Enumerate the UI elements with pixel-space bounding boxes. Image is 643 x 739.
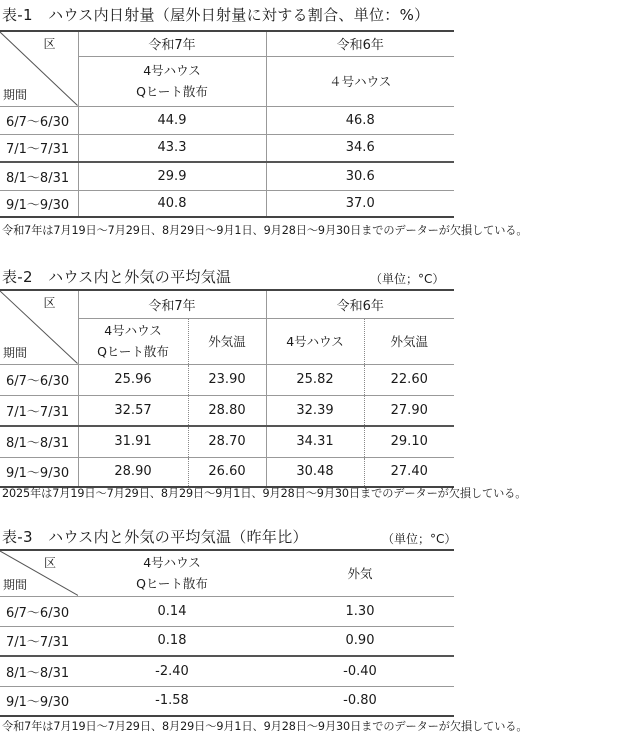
value-cell: 1.30 bbox=[266, 596, 454, 626]
subheader-outside: 外気 bbox=[266, 550, 454, 596]
period-cell: 8/1～8/31 bbox=[0, 656, 78, 686]
value-cell: 34.6 bbox=[266, 134, 454, 162]
subheader-outside-temp: 外気温 bbox=[364, 318, 454, 364]
value-cell: -0.80 bbox=[266, 686, 454, 716]
table3-unit: （単位；°C） bbox=[382, 532, 457, 546]
period-cell: 7/1～7/31 bbox=[0, 395, 78, 426]
period-cell: 6/7～6/30 bbox=[0, 596, 78, 626]
value-cell: -2.40 bbox=[78, 656, 266, 686]
period-cell: 6/7～6/30 bbox=[0, 106, 78, 134]
value-cell: 25.82 bbox=[266, 364, 364, 395]
value-cell: 25.96 bbox=[78, 364, 188, 395]
value-cell: 23.90 bbox=[188, 364, 266, 395]
table-row bbox=[0, 134, 454, 162]
table-row bbox=[0, 626, 454, 656]
subheader-house4-qheat bbox=[78, 550, 266, 596]
table2-note: 2025年は7月19日～7月29日、8月29日～9月1日、9月28日～9月30日までのデーターが欠損している。 bbox=[2, 487, 527, 500]
value-cell: 0.90 bbox=[266, 626, 454, 656]
table-row bbox=[0, 457, 454, 487]
value-cell: 32.39 bbox=[266, 395, 364, 426]
value-cell: 29.9 bbox=[78, 162, 266, 190]
corner-kikan-label: 期間 bbox=[3, 577, 28, 592]
value-cell: 28.70 bbox=[188, 426, 266, 457]
value-cell: 40.8 bbox=[78, 190, 266, 217]
value-cell: 37.0 bbox=[266, 190, 454, 217]
subheader-line: 4号ハウス bbox=[143, 555, 201, 571]
value-cell: 31.91 bbox=[78, 426, 188, 457]
value-cell: 27.90 bbox=[364, 395, 454, 426]
table-row bbox=[0, 395, 454, 426]
value-cell: 26.60 bbox=[188, 457, 266, 487]
table-row bbox=[0, 364, 454, 395]
group-header-r6: 令和6年 bbox=[266, 290, 454, 318]
value-cell: 28.80 bbox=[188, 395, 266, 426]
table-row bbox=[0, 426, 454, 457]
period-cell: 9/1～9/30 bbox=[0, 457, 78, 487]
value-cell: -0.40 bbox=[266, 656, 454, 686]
table-row bbox=[0, 596, 454, 626]
table2 bbox=[0, 289, 454, 488]
period-cell: 7/1～7/31 bbox=[0, 626, 78, 656]
table3-title: 表-3 ハウス内と外気の平均気温（昨年比） bbox=[2, 528, 308, 546]
value-cell: 29.10 bbox=[364, 426, 454, 457]
group-header-r7: 令和7年 bbox=[78, 290, 266, 318]
value-cell: 30.6 bbox=[266, 162, 454, 190]
subheader-house4-qheat bbox=[78, 318, 188, 364]
table3-note: 令和7年は7月19日～7月29日、8月29日～9月1日、9月28日～9月30日までのデーターが欠損している。 bbox=[2, 720, 528, 733]
value-cell: 30.48 bbox=[266, 457, 364, 487]
table2-title: 表-2 ハウス内と外気の平均気温 bbox=[2, 268, 232, 286]
table1 bbox=[0, 30, 454, 218]
corner-kikan-label: 期間 bbox=[3, 87, 28, 102]
table-row bbox=[0, 656, 454, 686]
group-header-r7: 令和7年 bbox=[78, 31, 266, 56]
value-cell: 46.8 bbox=[266, 106, 454, 134]
value-cell: 0.14 bbox=[78, 596, 266, 626]
period-cell: 8/1～8/31 bbox=[0, 426, 78, 457]
period-cell: 7/1～7/31 bbox=[0, 134, 78, 162]
value-cell: 34.31 bbox=[266, 426, 364, 457]
table1-title: 表-1 ハウス内日射量（屋外日射量に対する割合、単位：%） bbox=[2, 6, 430, 24]
table2-corner-cell bbox=[0, 290, 78, 364]
period-cell: 9/1～9/30 bbox=[0, 190, 78, 217]
value-cell: -1.58 bbox=[78, 686, 266, 716]
table1-corner-cell bbox=[0, 31, 78, 106]
value-cell: 22.60 bbox=[364, 364, 454, 395]
table-row bbox=[0, 106, 454, 134]
value-cell: 28.90 bbox=[78, 457, 188, 487]
period-cell: 6/7～6/30 bbox=[0, 364, 78, 395]
subheader-outside-temp: 外気温 bbox=[188, 318, 266, 364]
corner-kikan-label: 期間 bbox=[3, 345, 28, 360]
period-cell: 9/1～9/30 bbox=[0, 686, 78, 716]
group-header-r6: 令和6年 bbox=[266, 31, 454, 56]
table-row bbox=[0, 190, 454, 217]
value-cell: 32.57 bbox=[78, 395, 188, 426]
table1-note: 令和7年は7月19日～7月29日、8月29日～9月1日、9月28日～9月30日までのデーターが欠損している。 bbox=[2, 224, 528, 237]
table2-unit: （単位；°C） bbox=[370, 272, 445, 286]
subheader-house4: ４号ハウス bbox=[266, 56, 454, 106]
corner-ku-label: 区 bbox=[43, 296, 56, 310]
subheader-house4: 4号ハウス bbox=[266, 318, 364, 364]
table-row bbox=[0, 162, 454, 190]
subheader-line: 4号ハウス bbox=[143, 63, 201, 78]
value-cell: 27.40 bbox=[364, 457, 454, 487]
subheader-line: Qヒート散布 bbox=[136, 84, 208, 99]
table3 bbox=[0, 549, 454, 717]
corner-ku-label: 区 bbox=[43, 37, 56, 51]
subheader-line: Qヒート散布 bbox=[136, 576, 208, 592]
value-cell: 43.3 bbox=[78, 134, 266, 162]
subheader-house4-qheat bbox=[78, 56, 266, 106]
table3-corner-cell bbox=[0, 550, 78, 596]
subheader-line: Qヒート散布 bbox=[97, 344, 169, 359]
period-cell: 8/1～8/31 bbox=[0, 162, 78, 190]
value-cell: 0.18 bbox=[78, 626, 266, 656]
table-row bbox=[0, 686, 454, 716]
value-cell: 44.9 bbox=[78, 106, 266, 134]
subheader-line: 4号ハウス bbox=[104, 323, 162, 338]
corner-ku-label: 区 bbox=[43, 556, 56, 570]
